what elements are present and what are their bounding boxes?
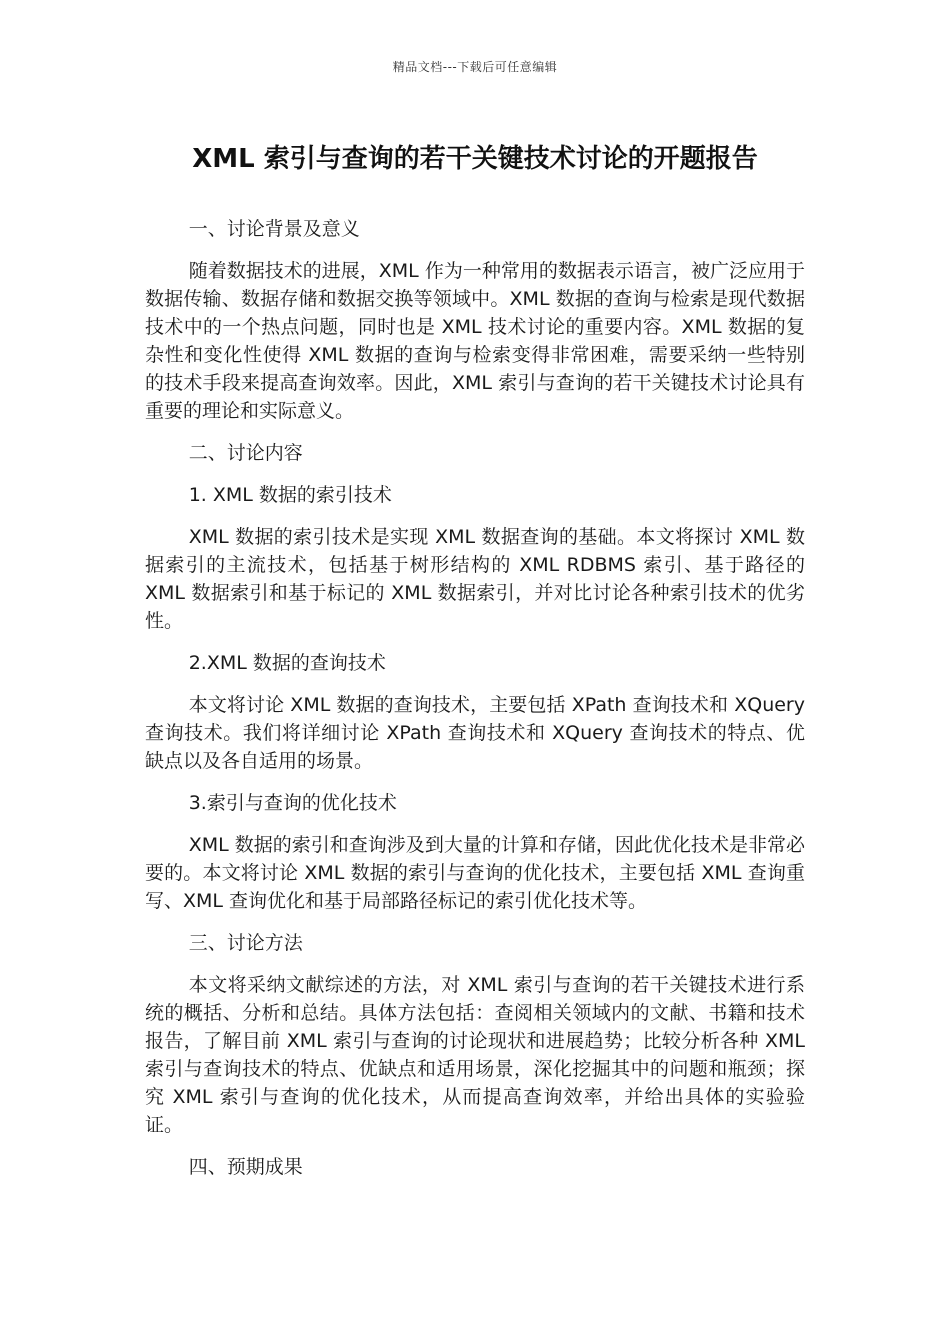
- paragraph-background: 随着数据技术的进展，XML 作为一种常用的数据表示语言，被广泛应用于数据传输、数据存储和数据交换等领域中。XML 数据的查询与检索是现代数据技术中的一个热点问题，同时也是 XML 技术讨论的重要内容。XML 数据的复杂性和变化性使得 XML 数据的查询与检索变得非常困难，需要采纳一些特别的技术手段来提高查询效率。因此，XML 索引与查询的若干关键技术讨论具有重要的理论和实际意义。: [145, 260, 805, 422]
- paragraph-query: 本文将讨论 XML 数据的查询技术，主要包括 XPath 查询技术和 XQuery 查询技术。我们将详细讨论 XPath 查询技术和 XQuery 查询技术的特点、优缺点以及各自适用的场景。: [145, 694, 805, 772]
- document-title: XML 索引与查询的若干关键技术讨论的开题报告: [192, 144, 758, 174]
- section-heading-content: 二、讨论内容: [188, 442, 303, 464]
- subsection-heading-optimization: 3.索引与查询的优化技术: [188, 792, 397, 814]
- paragraph-optimization: XML 数据的索引和查询涉及到大量的计算和存储，因此优化技术是非常必要的。本文将讨论 XML 数据的索引与查询的优化技术，主要包括 XML 查询重写、XML 查询优化和基于局部路径标记的索引优化技术等。: [145, 834, 805, 912]
- subsection-heading-index: 1. XML 数据的索引技术: [188, 484, 392, 506]
- document-body: [145, 215, 805, 1195]
- paragraph-method: 本文将采纳文献综述的方法，对 XML 索引与查询的若干关键技术进行系统的概括、分析和总结。具体方法包括：查阅相关领域内的文献、书籍和技术报告，了解目前 XML 索引与查询的讨论现状和进展趋势；比较分析各种 XML 索引与查询技术的特点、优缺点和适用场景，深化挖掘其中的问题和瓶颈；探究 XML 索引与查询的优化技术，从而提高查询效率，并给出具体的实验验证。: [145, 974, 805, 1136]
- header-note: 精品文档---下载后可任意编辑: [392, 60, 558, 74]
- section-heading-method: 三、讨论方法: [188, 932, 303, 954]
- subsection-heading-query: 2.XML 数据的查询技术: [188, 652, 386, 674]
- paragraph-index: XML 数据的索引技术是实现 XML 数据查询的基础。本文将探讨 XML 数据索引的主流技术，包括基于树形结构的 XML RDBMS 索引、基于路径的 XML 数据索引和基于标记的 XML 数据索引，并对比讨论各种索引技术的优劣性。: [145, 526, 805, 632]
- section-heading-outcomes: 四、预期成果: [188, 1156, 303, 1178]
- section-heading-background: 一、讨论背景及意义: [188, 218, 360, 240]
